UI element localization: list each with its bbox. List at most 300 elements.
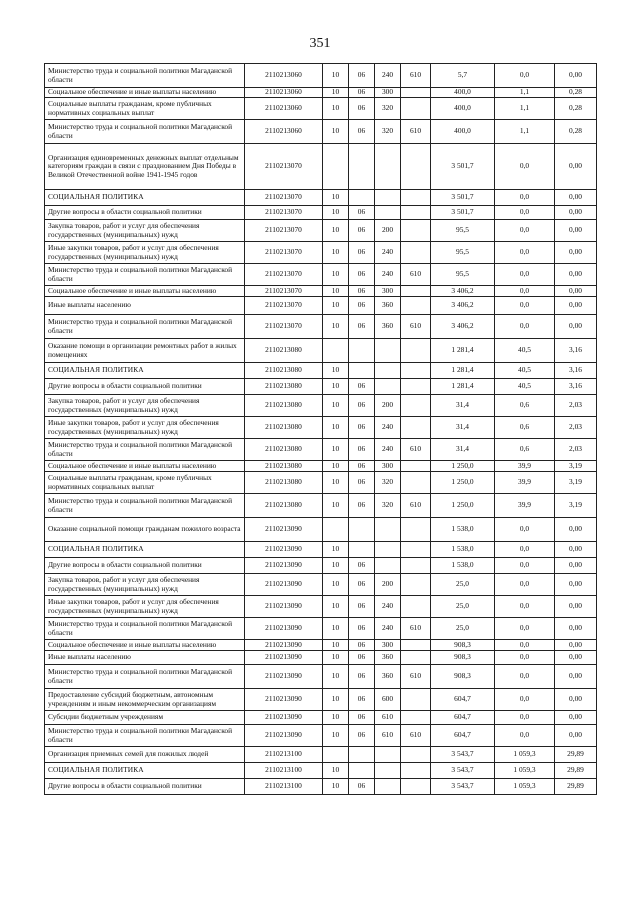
- row-code-cell: 2110213090: [245, 725, 323, 747]
- row-expense-type-cell: [375, 542, 401, 558]
- row-executed-amount-cell: 0,0: [495, 574, 555, 596]
- row-section-cell: [323, 339, 349, 363]
- row-code-cell: 2110213060: [245, 120, 323, 144]
- table-row: [45, 379, 597, 395]
- row-expense-type-cell: 240: [375, 417, 401, 439]
- row-expense-type-cell: 320: [375, 98, 401, 120]
- row-executed-amount-cell: 0,0: [495, 64, 555, 88]
- row-name-cell: Другие вопросы в области социальной политики: [45, 558, 245, 574]
- row-planned-amount-cell: 604,7: [431, 689, 495, 711]
- row-department-cell: [401, 98, 431, 120]
- row-executed-amount-cell: 0,0: [495, 206, 555, 220]
- row-subsection-cell: [349, 763, 375, 779]
- row-planned-amount-cell: 31,4: [431, 395, 495, 417]
- table-row: [45, 286, 597, 297]
- row-subsection-cell: [349, 363, 375, 379]
- row-department-cell: [401, 689, 431, 711]
- row-expense-type-cell: 300: [375, 461, 401, 472]
- row-execution-percent-cell: 0,00: [555, 144, 597, 190]
- row-code-cell: 2110213080: [245, 472, 323, 494]
- row-section-cell: 10: [323, 472, 349, 494]
- row-expense-type-cell: [375, 190, 401, 206]
- row-name-cell: Министерство труда и социальной политики Магаданской области: [45, 64, 245, 88]
- row-execution-percent-cell: 0,00: [555, 574, 597, 596]
- row-section-cell: 10: [323, 711, 349, 725]
- row-code-cell: 2110213090: [245, 651, 323, 665]
- row-expense-type-cell: [375, 144, 401, 190]
- row-planned-amount-cell: 3 543,7: [431, 747, 495, 763]
- table-row: [45, 439, 597, 461]
- table-row: [45, 339, 597, 363]
- row-execution-percent-cell: 3,16: [555, 363, 597, 379]
- row-subsection-cell: 06: [349, 439, 375, 461]
- row-name-cell: Закупка товаров, работ и услуг для обеспечения государственных (муниципальных) нужд: [45, 395, 245, 417]
- row-department-cell: [401, 297, 431, 315]
- row-code-cell: 2110213090: [245, 558, 323, 574]
- row-name-cell: Закупка товаров, работ и услуг для обеспечения государственных (муниципальных) нужд: [45, 220, 245, 242]
- row-section-cell: 10: [323, 206, 349, 220]
- row-executed-amount-cell: 0,0: [495, 315, 555, 339]
- row-section-cell: 10: [323, 725, 349, 747]
- row-executed-amount-cell: 0,0: [495, 725, 555, 747]
- row-code-cell: 2110213090: [245, 640, 323, 651]
- row-name-cell: Министерство труда и социальной политики Магаданской области: [45, 665, 245, 689]
- row-subsection-cell: [349, 144, 375, 190]
- row-subsection-cell: 06: [349, 640, 375, 651]
- row-name-cell: Социальное обеспечение и иные выплаты населению: [45, 286, 245, 297]
- row-department-cell: 610: [401, 665, 431, 689]
- row-expense-type-cell: 360: [375, 315, 401, 339]
- row-department-cell: 610: [401, 725, 431, 747]
- row-execution-percent-cell: 0,00: [555, 665, 597, 689]
- row-name-cell: Закупка товаров, работ и услуг для обеспечения государственных (муниципальных) нужд: [45, 574, 245, 596]
- row-expense-type-cell: 240: [375, 64, 401, 88]
- row-name-cell: Социальное обеспечение и иные выплаты населению: [45, 640, 245, 651]
- row-expense-type-cell: 300: [375, 88, 401, 98]
- row-executed-amount-cell: 1 059,3: [495, 763, 555, 779]
- row-execution-percent-cell: 0,00: [555, 558, 597, 574]
- row-executed-amount-cell: 0,0: [495, 190, 555, 206]
- row-code-cell: 2110213080: [245, 395, 323, 417]
- row-executed-amount-cell: 0,0: [495, 286, 555, 297]
- row-section-cell: 10: [323, 264, 349, 286]
- row-executed-amount-cell: 1,1: [495, 88, 555, 98]
- row-code-cell: 2110213070: [245, 315, 323, 339]
- row-executed-amount-cell: 1 059,3: [495, 747, 555, 763]
- row-name-cell: Социальное обеспечение и иные выплаты населению: [45, 461, 245, 472]
- row-department-cell: [401, 206, 431, 220]
- row-department-cell: 610: [401, 315, 431, 339]
- row-code-cell: 2110213080: [245, 379, 323, 395]
- row-department-cell: [401, 596, 431, 618]
- row-name-cell: Министерство труда и социальной политики Магаданской области: [45, 618, 245, 640]
- row-name-cell: Министерство труда и социальной политики Магаданской области: [45, 494, 245, 518]
- row-code-cell: 2110213070: [245, 297, 323, 315]
- row-execution-percent-cell: 0,00: [555, 596, 597, 618]
- table-row: [45, 206, 597, 220]
- row-execution-percent-cell: 0,00: [555, 711, 597, 725]
- row-name-cell: СОЦИАЛЬНАЯ ПОЛИТИКА: [45, 190, 245, 206]
- row-code-cell: 2110213090: [245, 665, 323, 689]
- row-department-cell: [401, 461, 431, 472]
- row-execution-percent-cell: 0,00: [555, 651, 597, 665]
- row-department-cell: [401, 190, 431, 206]
- row-executed-amount-cell: 1,1: [495, 98, 555, 120]
- row-planned-amount-cell: 1 538,0: [431, 518, 495, 542]
- row-department-cell: [401, 286, 431, 297]
- row-code-cell: 2110213090: [245, 518, 323, 542]
- row-department-cell: [401, 711, 431, 725]
- row-expense-type-cell: 240: [375, 264, 401, 286]
- row-planned-amount-cell: 3 543,7: [431, 779, 495, 795]
- row-planned-amount-cell: 1 538,0: [431, 542, 495, 558]
- table-row: [45, 120, 597, 144]
- row-subsection-cell: 06: [349, 596, 375, 618]
- row-executed-amount-cell: 0,6: [495, 439, 555, 461]
- row-executed-amount-cell: 0,0: [495, 596, 555, 618]
- row-execution-percent-cell: 0,00: [555, 315, 597, 339]
- row-subsection-cell: 06: [349, 558, 375, 574]
- row-expense-type-cell: 320: [375, 494, 401, 518]
- row-section-cell: 10: [323, 763, 349, 779]
- row-execution-percent-cell: 0,00: [555, 618, 597, 640]
- row-code-cell: 2110213100: [245, 779, 323, 795]
- row-execution-percent-cell: 0,00: [555, 725, 597, 747]
- row-name-cell: Иные выплаты населению: [45, 651, 245, 665]
- row-executed-amount-cell: 0,6: [495, 417, 555, 439]
- row-executed-amount-cell: 0,6: [495, 395, 555, 417]
- row-execution-percent-cell: 0,28: [555, 120, 597, 144]
- row-code-cell: 2110213070: [245, 286, 323, 297]
- row-executed-amount-cell: 1,1: [495, 120, 555, 144]
- row-section-cell: 10: [323, 242, 349, 264]
- row-execution-percent-cell: 29,89: [555, 747, 597, 763]
- row-planned-amount-cell: 1 281,4: [431, 363, 495, 379]
- table-row: [45, 461, 597, 472]
- row-name-cell: Организация единовременных денежных выплат отдельным категориям граждан в связи с празднованием Дня Победы в Великой Отечественной войне 1941-1945 годов: [45, 144, 245, 190]
- table-row: [45, 64, 597, 88]
- row-code-cell: 2110213080: [245, 339, 323, 363]
- row-code-cell: 2110213090: [245, 574, 323, 596]
- row-planned-amount-cell: 3 501,7: [431, 206, 495, 220]
- table-row: [45, 395, 597, 417]
- row-code-cell: 2110213080: [245, 417, 323, 439]
- row-planned-amount-cell: 95,5: [431, 242, 495, 264]
- row-section-cell: 10: [323, 64, 349, 88]
- row-planned-amount-cell: 604,7: [431, 711, 495, 725]
- row-section-cell: 10: [323, 297, 349, 315]
- row-code-cell: 2110213060: [245, 98, 323, 120]
- row-name-cell: Министерство труда и социальной политики Магаданской области: [45, 264, 245, 286]
- row-section-cell: 10: [323, 439, 349, 461]
- row-section-cell: 10: [323, 379, 349, 395]
- row-name-cell: Оказание помощи в организации ремонтных работ в жилых помещениях: [45, 339, 245, 363]
- row-code-cell: 2110213090: [245, 596, 323, 618]
- row-code-cell: 2110213070: [245, 242, 323, 264]
- row-name-cell: Министерство труда и социальной политики Магаданской области: [45, 439, 245, 461]
- row-subsection-cell: 06: [349, 494, 375, 518]
- row-planned-amount-cell: 400,0: [431, 120, 495, 144]
- row-department-cell: [401, 395, 431, 417]
- table-row: [45, 596, 597, 618]
- row-subsection-cell: 06: [349, 779, 375, 795]
- row-executed-amount-cell: 0,0: [495, 518, 555, 542]
- row-code-cell: 2110213100: [245, 763, 323, 779]
- row-executed-amount-cell: 39,9: [495, 461, 555, 472]
- row-subsection-cell: [349, 190, 375, 206]
- table-row: [45, 574, 597, 596]
- row-subsection-cell: [349, 542, 375, 558]
- row-name-cell: Предоставление субсидий бюджетным, автономным учреждениям и иным некоммерческим организациям: [45, 689, 245, 711]
- row-expense-type-cell: 600: [375, 689, 401, 711]
- row-expense-type-cell: [375, 379, 401, 395]
- row-expense-type-cell: 240: [375, 596, 401, 618]
- row-code-cell: 2110213070: [245, 206, 323, 220]
- row-planned-amount-cell: 31,4: [431, 417, 495, 439]
- row-expense-type-cell: [375, 763, 401, 779]
- row-executed-amount-cell: 1 059,3: [495, 779, 555, 795]
- table-row: [45, 472, 597, 494]
- row-planned-amount-cell: 25,0: [431, 618, 495, 640]
- table-row: [45, 264, 597, 286]
- row-department-cell: [401, 779, 431, 795]
- row-section-cell: 10: [323, 779, 349, 795]
- row-department-cell: [401, 144, 431, 190]
- row-expense-type-cell: 200: [375, 395, 401, 417]
- row-planned-amount-cell: 908,3: [431, 665, 495, 689]
- row-planned-amount-cell: 1 281,4: [431, 339, 495, 363]
- row-department-cell: [401, 417, 431, 439]
- row-executed-amount-cell: 0,0: [495, 264, 555, 286]
- table-row: [45, 518, 597, 542]
- row-planned-amount-cell: 31,4: [431, 439, 495, 461]
- table-row: [45, 315, 597, 339]
- row-code-cell: 2110213070: [245, 264, 323, 286]
- table-row: [45, 711, 597, 725]
- table-row: [45, 651, 597, 665]
- row-execution-percent-cell: 2,03: [555, 417, 597, 439]
- row-planned-amount-cell: 3 501,7: [431, 144, 495, 190]
- row-section-cell: 10: [323, 395, 349, 417]
- row-execution-percent-cell: 0,00: [555, 206, 597, 220]
- row-name-cell: Иные закупки товаров, работ и услуг для обеспечения государственных (муниципальных) нужд: [45, 417, 245, 439]
- row-subsection-cell: 06: [349, 315, 375, 339]
- row-executed-amount-cell: 0,0: [495, 711, 555, 725]
- row-name-cell: Министерство труда и социальной политики Магаданской области: [45, 120, 245, 144]
- row-planned-amount-cell: 908,3: [431, 651, 495, 665]
- row-planned-amount-cell: 1 281,4: [431, 379, 495, 395]
- row-name-cell: Социальное обеспечение и иные выплаты населению: [45, 88, 245, 98]
- row-department-cell: 610: [401, 264, 431, 286]
- row-name-cell: СОЦИАЛЬНАЯ ПОЛИТИКА: [45, 763, 245, 779]
- row-execution-percent-cell: 0,00: [555, 242, 597, 264]
- row-name-cell: Субсидии бюджетным учреждениям: [45, 711, 245, 725]
- row-subsection-cell: 06: [349, 651, 375, 665]
- table-row: [45, 494, 597, 518]
- row-subsection-cell: [349, 747, 375, 763]
- row-subsection-cell: 06: [349, 689, 375, 711]
- row-section-cell: 10: [323, 88, 349, 98]
- row-code-cell: 2110213080: [245, 363, 323, 379]
- row-name-cell: СОЦИАЛЬНАЯ ПОЛИТИКА: [45, 363, 245, 379]
- row-subsection-cell: 06: [349, 264, 375, 286]
- row-section-cell: 10: [323, 494, 349, 518]
- row-subsection-cell: 06: [349, 286, 375, 297]
- row-planned-amount-cell: 95,5: [431, 220, 495, 242]
- row-execution-percent-cell: 3,19: [555, 494, 597, 518]
- row-section-cell: 10: [323, 417, 349, 439]
- row-executed-amount-cell: 0,0: [495, 665, 555, 689]
- row-department-cell: [401, 747, 431, 763]
- row-section-cell: 10: [323, 542, 349, 558]
- row-code-cell: 2110213090: [245, 542, 323, 558]
- row-name-cell: Оказание социальной помощи гражданам пожилого возраста: [45, 518, 245, 542]
- row-expense-type-cell: 610: [375, 711, 401, 725]
- row-executed-amount-cell: 40,5: [495, 339, 555, 363]
- row-department-cell: [401, 640, 431, 651]
- row-name-cell: Другие вопросы в области социальной политики: [45, 379, 245, 395]
- table-row: [45, 363, 597, 379]
- table-row: [45, 190, 597, 206]
- row-department-cell: 610: [401, 494, 431, 518]
- row-department-cell: [401, 542, 431, 558]
- row-execution-percent-cell: 3,19: [555, 461, 597, 472]
- row-subsection-cell: 06: [349, 472, 375, 494]
- row-department-cell: 610: [401, 120, 431, 144]
- row-expense-type-cell: [375, 779, 401, 795]
- row-subsection-cell: 06: [349, 379, 375, 395]
- row-department-cell: 610: [401, 439, 431, 461]
- table-row: [45, 144, 597, 190]
- row-executed-amount-cell: 40,5: [495, 379, 555, 395]
- row-code-cell: 2110213060: [245, 88, 323, 98]
- row-code-cell: 2110213090: [245, 689, 323, 711]
- row-subsection-cell: 06: [349, 206, 375, 220]
- table-row: [45, 747, 597, 763]
- row-planned-amount-cell: 400,0: [431, 88, 495, 98]
- row-section-cell: 10: [323, 363, 349, 379]
- row-name-cell: Другие вопросы в области социальной политики: [45, 206, 245, 220]
- row-name-cell: Министерство труда и социальной политики Магаданской области: [45, 725, 245, 747]
- row-expense-type-cell: 240: [375, 242, 401, 264]
- row-code-cell: 2110213070: [245, 144, 323, 190]
- row-executed-amount-cell: 39,9: [495, 472, 555, 494]
- row-expense-type-cell: 300: [375, 286, 401, 297]
- row-expense-type-cell: 360: [375, 665, 401, 689]
- table-row: [45, 558, 597, 574]
- row-name-cell: Иные закупки товаров, работ и услуг для обеспечения государственных (муниципальных) нужд: [45, 242, 245, 264]
- row-subsection-cell: 06: [349, 417, 375, 439]
- row-code-cell: 2110213060: [245, 64, 323, 88]
- row-expense-type-cell: [375, 558, 401, 574]
- table-row: [45, 98, 597, 120]
- row-execution-percent-cell: 0,00: [555, 264, 597, 286]
- row-subsection-cell: 06: [349, 665, 375, 689]
- row-code-cell: 2110213090: [245, 711, 323, 725]
- row-execution-percent-cell: 0,00: [555, 286, 597, 297]
- row-code-cell: 2110213070: [245, 220, 323, 242]
- row-planned-amount-cell: 25,0: [431, 574, 495, 596]
- row-planned-amount-cell: 604,7: [431, 725, 495, 747]
- row-subsection-cell: 06: [349, 64, 375, 88]
- row-department-cell: [401, 88, 431, 98]
- row-executed-amount-cell: 0,0: [495, 558, 555, 574]
- row-expense-type-cell: 320: [375, 120, 401, 144]
- row-expense-type-cell: [375, 747, 401, 763]
- row-code-cell: 2110213080: [245, 439, 323, 461]
- row-section-cell: 10: [323, 558, 349, 574]
- row-subsection-cell: 06: [349, 725, 375, 747]
- row-section-cell: 10: [323, 286, 349, 297]
- row-execution-percent-cell: 3,16: [555, 379, 597, 395]
- row-execution-percent-cell: 29,89: [555, 763, 597, 779]
- row-name-cell: Социальные выплаты гражданам, кроме публичных нормативных социальных выплат: [45, 472, 245, 494]
- row-execution-percent-cell: 0,00: [555, 518, 597, 542]
- row-section-cell: 10: [323, 596, 349, 618]
- row-execution-percent-cell: 0,28: [555, 88, 597, 98]
- row-subsection-cell: 06: [349, 98, 375, 120]
- row-planned-amount-cell: 95,5: [431, 264, 495, 286]
- row-subsection-cell: 06: [349, 574, 375, 596]
- table-row: [45, 640, 597, 651]
- row-planned-amount-cell: 3 501,7: [431, 190, 495, 206]
- row-subsection-cell: 06: [349, 711, 375, 725]
- row-subsection-cell: 06: [349, 395, 375, 417]
- row-section-cell: 10: [323, 689, 349, 711]
- row-department-cell: [401, 339, 431, 363]
- row-execution-percent-cell: 29,89: [555, 779, 597, 795]
- row-executed-amount-cell: 0,0: [495, 618, 555, 640]
- row-execution-percent-cell: 3,16: [555, 339, 597, 363]
- row-department-cell: [401, 763, 431, 779]
- row-expense-type-cell: 200: [375, 220, 401, 242]
- row-section-cell: 10: [323, 618, 349, 640]
- row-executed-amount-cell: 0,0: [495, 242, 555, 264]
- row-code-cell: 2110213070: [245, 190, 323, 206]
- row-expense-type-cell: [375, 206, 401, 220]
- row-section-cell: 10: [323, 98, 349, 120]
- row-expense-type-cell: 360: [375, 297, 401, 315]
- row-name-cell: СОЦИАЛЬНАЯ ПОЛИТИКА: [45, 542, 245, 558]
- row-planned-amount-cell: 1 538,0: [431, 558, 495, 574]
- row-executed-amount-cell: 0,0: [495, 144, 555, 190]
- row-execution-percent-cell: 0,00: [555, 689, 597, 711]
- row-name-cell: Организация приемных семей для пожилых людей: [45, 747, 245, 763]
- table-row: [45, 689, 597, 711]
- row-expense-type-cell: 610: [375, 725, 401, 747]
- table-row: [45, 779, 597, 795]
- table-row: [45, 618, 597, 640]
- row-code-cell: 2110213080: [245, 461, 323, 472]
- row-subsection-cell: 06: [349, 120, 375, 144]
- row-code-cell: 2110213100: [245, 747, 323, 763]
- row-executed-amount-cell: 0,0: [495, 640, 555, 651]
- row-executed-amount-cell: 39,9: [495, 494, 555, 518]
- row-execution-percent-cell: 0,00: [555, 190, 597, 206]
- row-section-cell: 10: [323, 640, 349, 651]
- row-executed-amount-cell: 0,0: [495, 542, 555, 558]
- row-department-cell: [401, 558, 431, 574]
- row-executed-amount-cell: 0,0: [495, 297, 555, 315]
- row-planned-amount-cell: 3 406,2: [431, 286, 495, 297]
- table-row: [45, 542, 597, 558]
- row-name-cell: Социальные выплаты гражданам, кроме публичных нормативных социальных выплат: [45, 98, 245, 120]
- row-code-cell: 2110213080: [245, 494, 323, 518]
- row-subsection-cell: 06: [349, 220, 375, 242]
- row-section-cell: [323, 144, 349, 190]
- row-subsection-cell: 06: [349, 242, 375, 264]
- table-row: [45, 763, 597, 779]
